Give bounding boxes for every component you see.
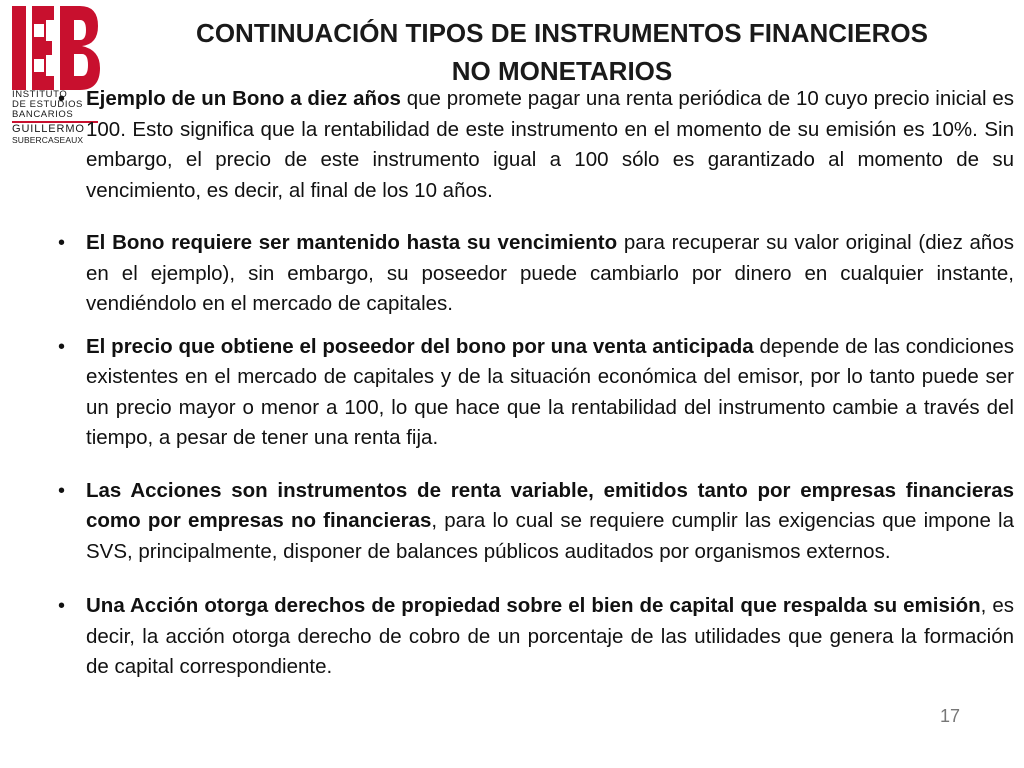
bullet-bold-text: El Bono requiere ser mantenido hasta su vencimiento	[86, 231, 618, 254]
bullet-item	[44, 591, 1014, 683]
bullet-bold-text: Las Acciones son instrumentos de renta variable, emitidos tanto por empresas financieras como por empresas no financieras	[86, 478, 1014, 532]
page-number: 17	[940, 706, 961, 726]
slide-title-line-1: CONTINUACIÓN TIPOS DE INSTRUMENTOS FINANCIEROS	[196, 18, 928, 48]
logo-line-bancarios: BANCARIOS	[12, 109, 74, 120]
bullet-text: para recuperar su valor original (diez años en el ejemplo), sin embargo, su poseedor puede cambiarlo por dinero en cualquier instante, vendiéndolo en el mercado de capitales.	[86, 231, 1014, 315]
slide-title-line-2: NO MONETARIOS	[451, 56, 673, 86]
bullet-item	[44, 476, 1014, 568]
bullet-text: que promete pagar una renta periódica de 10 cuyo precio inicial es 100. Esto significa que la rentabilidad de este instrumento en el momento de su emisión es 10%. Sin embargo, el precio de este instrumento igual a 100 sólo es garantizado al momento de su vencimiento, es decir, al final de los 10 años.	[86, 87, 1014, 202]
slide-title	[112, 14, 1012, 90]
bullet-item	[44, 228, 1014, 320]
ieb-logo-icon	[12, 6, 100, 90]
bullet-bold-text: Una Acción otorga derechos de propiedad sobre el bien de capital que respalda su emisión	[86, 594, 981, 617]
bullet-text: , es decir, la acción otorga derecho de cobro de un porcentaje de las utilidades que genera la formación de capital correspondiente.	[86, 594, 1014, 678]
logo-line-subercaseaux: SUBERCASEAUX	[12, 135, 84, 145]
logo-line-guillermo: GUILLERMO	[12, 123, 85, 135]
bullet-bold-text: Ejemplo de un Bono a diez años	[86, 87, 401, 110]
bullet-list	[44, 84, 1014, 683]
bullet-item	[44, 332, 1014, 454]
bullet-text: , para lo cual se requiere cumplir las exigencias que impone la SVS, principalmente, disponer de balances públicos auditados por organismos externos.	[86, 509, 1014, 563]
logo-line-de-estudios: DE ESTUDIOS	[12, 99, 83, 110]
bullet-bold-text: El precio que obtiene el poseedor del bono por una venta anticipada	[86, 334, 754, 358]
bullet-item	[44, 84, 1014, 206]
bullet-text: depende de las condiciones existentes en el mercado de capitales y de la situación económica del emisor, por lo tanto puede ser un precio mayor o menor a 100, lo que hace que la rentabilidad del instrumento cambie a través del tiempo, a pesar de tener una renta fija.	[86, 334, 1014, 449]
logo-line-instituto: INSTITUTO	[12, 89, 68, 100]
